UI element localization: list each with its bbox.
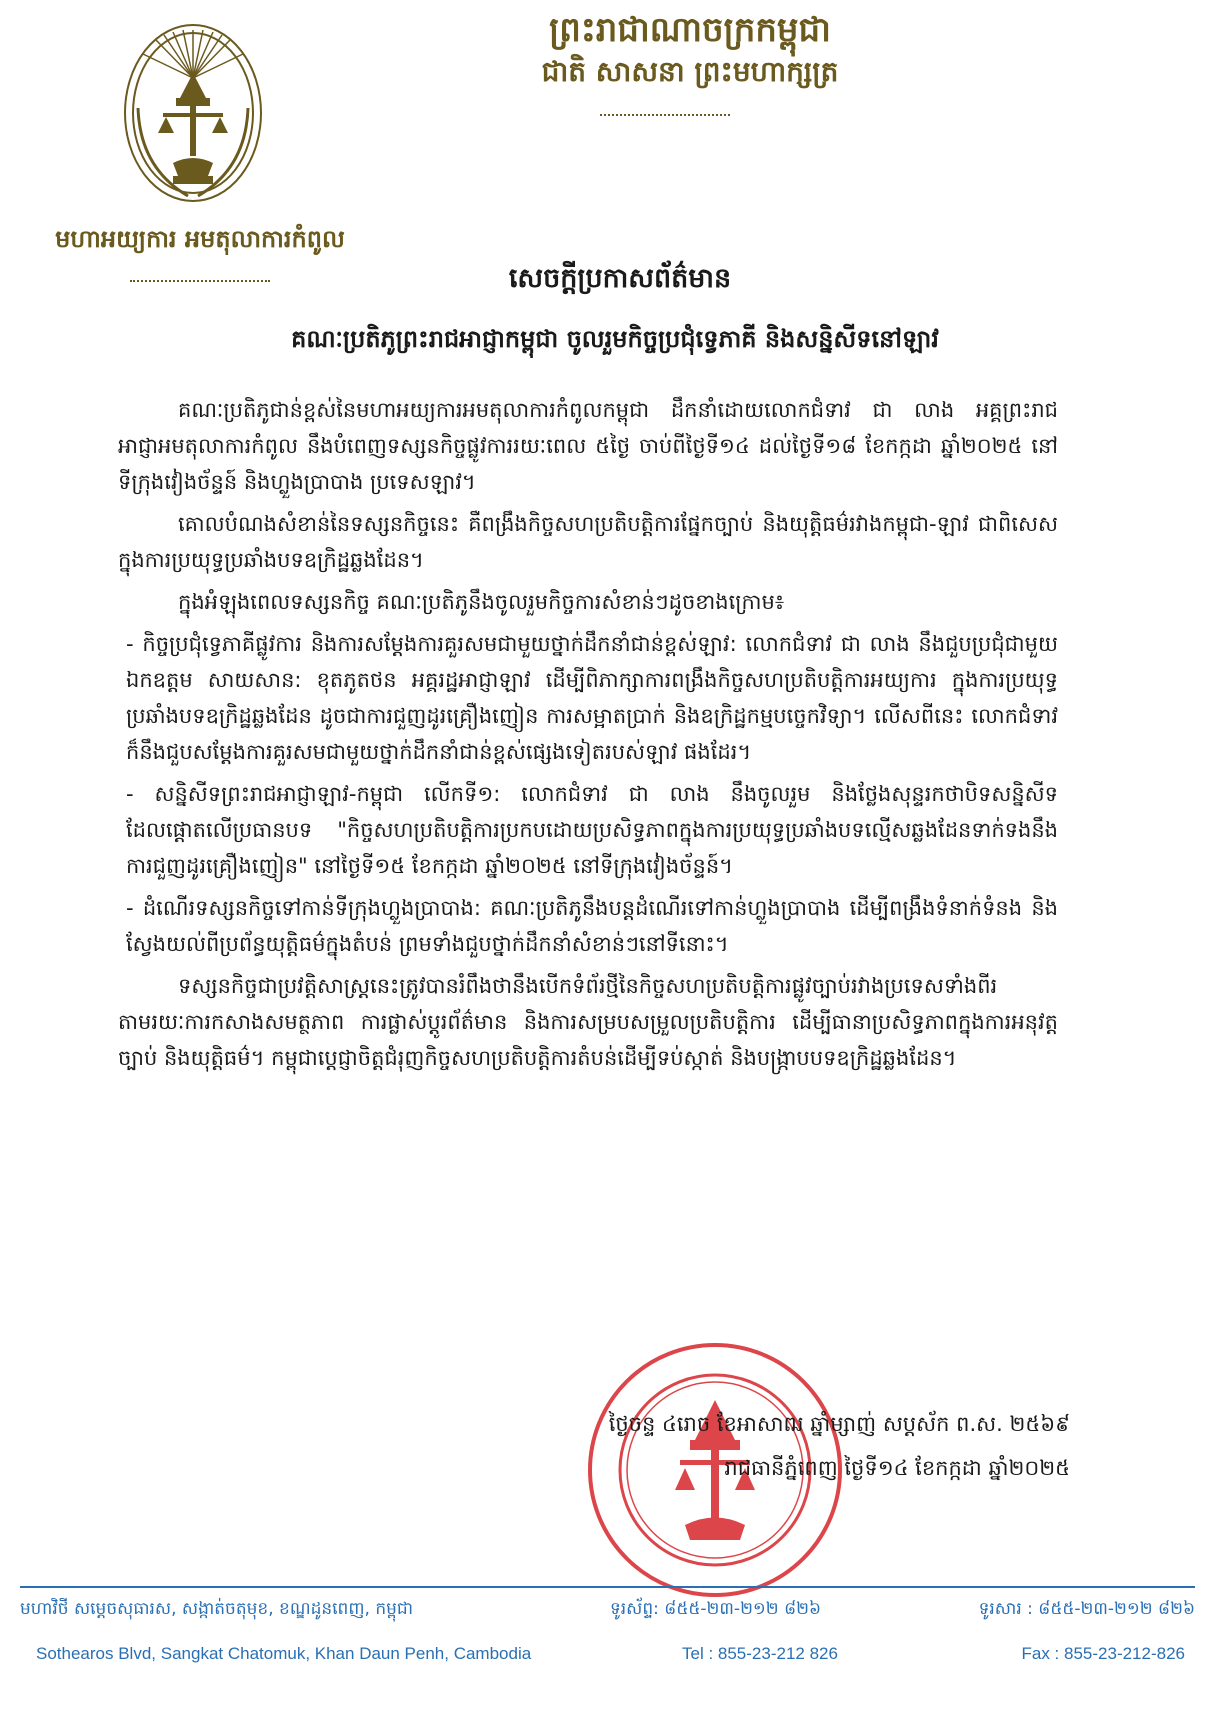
footer-tel-en: Tel : 855-23-212 826 xyxy=(682,1644,838,1663)
document-body xyxy=(118,392,1058,1082)
bullet-item: - ដំណើរទស្សនកិច្ចទៅកាន់ទីក្រុងហ្លួងប្រាបាង: គណៈប្រតិភូនឹងបន្តដំណើរទៅកាន់ហ្លួងប្រាបាង ដើម្បីពង្រឹងទំនាក់ទំនង និងស្វែងយល់ពីប្រព័ន្ធយុត្តិធម៌ក្នុងតំបន់ ព្រមទាំងជួបថ្នាក់ដឹកនាំសំខាន់ៗនៅទីនោះ។ xyxy=(126,896,1058,956)
footer-address-km: មហាវិថី សម្តេចសុធារស, សង្កាត់ចតុមុខ, ខណ្ឌដូនពេញ, កម្ពុជា xyxy=(20,1599,414,1619)
document-title: សេចក្តីប្រកាសព័ត៌មាន xyxy=(508,263,732,294)
org-name: មហាអយ្យការ អមតុលាការកំពូល xyxy=(55,225,345,253)
bullet-item: - កិច្ចប្រជុំទ្វេភាគីផ្លូវការ និងការសម្តែងការគួរសមជាមួយថ្នាក់ដឹកនាំជាន់ខ្ពស់ឡាវ: លោកជំទាវ ជា លាង នឹងជួបប្រជុំជាមួយឯកឧត្តម សាយសាន: ខុតភូតថន អគ្គរដ្ឋអាជ្ញាឡាវ ដើម្បីពិភាក្សាការពង្រឹងកិច្ចសហប្រតិបត្តិការអយ្យការ ក្នុងការប្រយុទ្ធប្រឆាំងបទឧក្រិដ្ឋឆ្លងដែន ដូចជាការជួញដូរគ្រឿងញៀន ការសម្អាតប្រាក់ និងឧក្រិដ្ឋកម្មបច្ចេកវិទ្យា។ លើសពីនេះ លោកជំទាវ ក៏នឹងជួបសម្តែងការគួរសមជាមួយថ្នាក់ដឹកនាំជាន់ខ្ពស់ផ្សេងទៀតរបស់ឡាវ ផងដែរ។ xyxy=(126,632,1058,764)
lunar-date: ថ្ងៃចន្ទ ៤រោច ខែអាសាឍ ឆ្នាំម្សាញ់ សប្តស័ក ព.ស. ២៥៦៩ xyxy=(608,1412,1070,1436)
paragraph: គោលបំណងសំខាន់នៃទស្សនកិច្ចនេះ គឺពង្រឹងកិច្ចសហប្រតិបត្តិការផ្នែកច្បាប់ និងយុត្តិធម៌រវាងកម្ពុជា-ឡាវ ជាពិសេសក្នុងការប្រយុទ្ធប្រឆាំងបទឧក្រិដ្ឋឆ្លងដែន។ xyxy=(118,512,1058,572)
footer-address-en: Sothearos Blvd, Sangkat Chatomuk, Khan Daun Penh, Cambodia xyxy=(36,1644,532,1663)
org-divider xyxy=(130,280,270,284)
bullet-item: - សន្និសីទព្រះរាជអាជ្ញាឡាវ-កម្ពុជា លើកទី១: លោកជំទាវ ជា លាង នឹងចូលរួម និងថ្លែងសុន្ទរកថាបិទសន្និសីទដែលផ្តោតលើប្រធានបទ "កិច្ចសហប្រតិបត្តិការប្រកបដោយប្រសិទ្ធភាពក្នុងការប្រយុទ្ធប្រឆាំងបទល្មើសឆ្លងដែនទាក់ទងនឹងការជួញដូរគ្រឿងញៀន" នៅថ្ងៃទី១៥ ខែកក្កដា ឆ្នាំ២០២៥ នៅទីក្រុងវៀងច័ន្ទន៍។ xyxy=(126,782,1058,878)
kingdom-divider xyxy=(600,114,730,116)
paragraph: គណៈប្រតិភូជាន់ខ្ពស់នៃមហាអយ្យការអមតុលាការកំពូលកម្ពុជា ដឹកនាំដោយលោកជំទាវ ជា លាង អគ្គព្រះរាជអាជ្ញាអមតុលាការកំពូល នឹងបំពេញទស្សនកិច្ចផ្លូវការរយៈពេល ៥ថ្ងៃ ចាប់ពីថ្ងៃទី១៤ ដល់ថ្ងៃទី១៨ ខែកក្កដា ឆ្នាំ២០២៥ នៅទីក្រុងវៀងច័ន្ទន៍ និងហ្លួងប្រាបាង ប្រទេសឡាវ។ xyxy=(118,398,1058,494)
justice-emblem-icon xyxy=(118,18,268,208)
solar-date: រាជធានីភ្នំពេញ ថ្ងៃទី១៤ ខែកក្កដា ឆ្នាំ២០២៥ xyxy=(724,1456,1070,1480)
footer-fax-en: Fax : 855-23-212-826 xyxy=(1021,1644,1185,1663)
paragraph: ក្នុងអំឡុងពេលទស្សនកិច្ច គណៈប្រតិភូនឹងចូលរួមកិច្ចការសំខាន់ៗដូចខាងក្រោម៖ xyxy=(178,590,785,614)
date-block xyxy=(470,1402,1070,1490)
footer-tel-km: ទូរស័ព្ទ: ៨៥៥-២៣-២១២ ៨២៦ xyxy=(610,1599,822,1619)
kingdom-motto: ជាតិ សាសនា ព្រះមហាក្សត្រ xyxy=(541,55,839,88)
footer-divider xyxy=(20,1586,1195,1588)
document-subtitle: គណៈប្រតិភូព្រះរាជអាជ្ញាកម្ពុជា ចូលរួមកិច្ចប្រជុំទ្វេភាគី និងសន្និសីទនៅឡាវ xyxy=(291,325,939,353)
paragraph: ទស្សនកិច្ចជាប្រវត្តិសាស្ត្រនេះត្រូវបានរំពឹងថានឹងបើកទំព័រថ្មីនៃកិច្ចសហប្រតិបត្តិការផ្លូវច្បាប់រវាងប្រទេសទាំងពីរ តាមរយៈការកសាងសមត្ថភាព ការផ្លាស់ប្តូរព័ត៌មាន និងការសម្របសម្រួលប្រតិបត្តិការ ដើម្បីធានាប្រសិទ្ធភាពក្នុងការអនុវត្តច្បាប់ និងយុត្តិធម៌។ កម្ពុជាប្តេជ្ញាចិត្តជំរុញកិច្ចសហប្រតិបត្តិការតំបន់ដើម្បីទប់ស្កាត់ និងបង្ក្រាបបទឧក្រិដ្ឋឆ្លងដែន។ xyxy=(118,974,1058,1070)
kingdom-title: ព្រះរាជាណាចក្រកម្ពុជា xyxy=(549,10,831,50)
kingdom-header xyxy=(450,8,930,92)
footer-fax-km: ទូរសារ : ៨៥៥-២៣-២១២ ៨២៦ xyxy=(978,1599,1195,1619)
